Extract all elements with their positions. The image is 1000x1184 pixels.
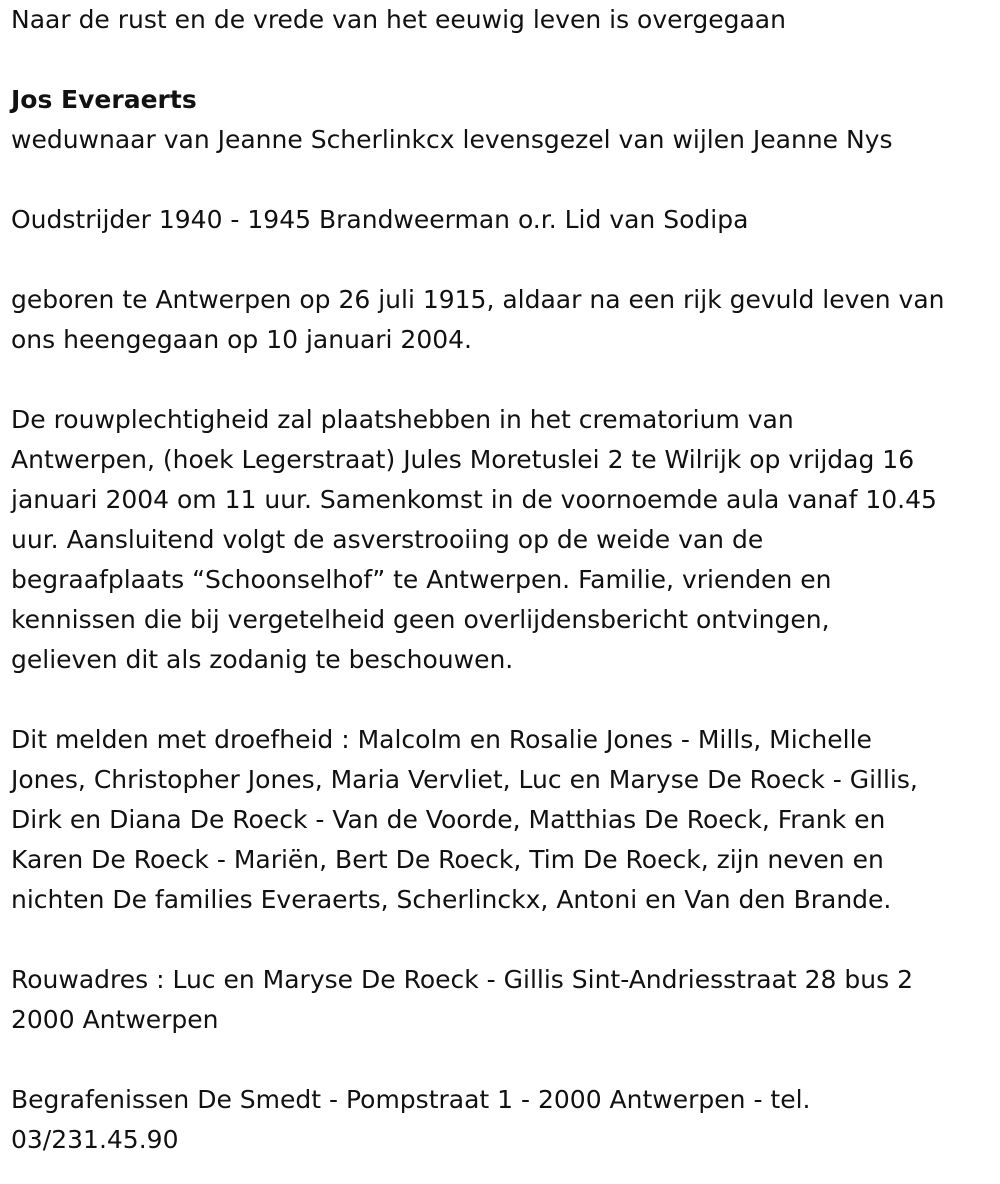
ceremony-paragraph — [11, 400, 991, 680]
spacer — [11, 240, 991, 280]
birth-death-paragraph — [11, 280, 991, 360]
ceremony-line: januari 2004 om 11 uur. Samenkomst in de voornoemde aula vanaf 10.45 — [11, 485, 937, 514]
relation-line: weduwnaar van Jeanne Scherlinkcx levensgezel van wijlen Jeanne Nys — [11, 125, 893, 154]
birth-death-line: geboren te Antwerpen op 26 juli 1915, aldaar na een rijk gevuld leven van — [11, 285, 945, 314]
mourners-line: Dit melden met droefheid : Malcolm en Rosalie Jones - Mills, Michelle — [11, 725, 872, 754]
mourners-line: Jones, Christopher Jones, Maria Vervliet, Luc en Maryse De Roeck - Gillis, — [11, 765, 918, 794]
address-paragraph — [11, 960, 991, 1040]
spacer — [11, 40, 991, 80]
mourners-line: Dirk en Diana De Roeck - Van de Voorde, Matthias De Roeck, Frank en — [11, 805, 886, 834]
ceremony-line: begraafplaats “Schoonselhof” te Antwerpen. Familie, vrienden en — [11, 565, 832, 594]
ceremony-line: Antwerpen, (hoek Legerstraat) Jules Moretuslei 2 te Wilrijk op vrijdag 16 — [11, 445, 915, 474]
birth-death-line: ons heengegaan op 10 januari 2004. — [11, 325, 472, 354]
deceased-block — [11, 80, 991, 160]
mourners-line: nichten De families Everaerts, Scherlinckx, Antoni en Van den Brande. — [11, 885, 892, 914]
spacer — [11, 160, 991, 200]
titles-paragraph — [11, 200, 991, 240]
spacer — [11, 360, 991, 400]
obituary-notice — [11, 0, 991, 1160]
deceased-name: Jos Everaerts — [11, 85, 197, 114]
funeral-home-line: 03/231.45.90 — [11, 1125, 179, 1154]
intro-paragraph — [11, 0, 991, 40]
funeral-home-line: Begrafenissen De Smedt - Pompstraat 1 - 2000 Antwerpen - tel. — [11, 1085, 811, 1114]
intro-line: Naar de rust en de vrede van het eeuwig leven is overgegaan — [11, 5, 786, 34]
address-line: Rouwadres : Luc en Maryse De Roeck - Gillis Sint-Andriesstraat 28 bus 2 — [11, 965, 913, 994]
ceremony-line: uur. Aansluitend volgt de asverstrooiing op de weide van de — [11, 525, 764, 554]
spacer — [11, 1040, 991, 1080]
ceremony-line: gelieven dit als zodanig te beschouwen. — [11, 645, 514, 674]
spacer — [11, 680, 991, 720]
address-line: 2000 Antwerpen — [11, 1005, 219, 1034]
ceremony-line: De rouwplechtigheid zal plaatshebben in het crematorium van — [11, 405, 794, 434]
titles-line: Oudstrijder 1940 - 1945 Brandweerman o.r. Lid van Sodipa — [11, 205, 749, 234]
mourners-paragraph — [11, 720, 991, 920]
ceremony-line: kennissen die bij vergetelheid geen overlijdensbericht ontvingen, — [11, 605, 830, 634]
funeral-home-paragraph — [11, 1080, 991, 1160]
mourners-line: Karen De Roeck - Mariën, Bert De Roeck, Tim De Roeck, zijn neven en — [11, 845, 884, 874]
spacer — [11, 920, 991, 960]
